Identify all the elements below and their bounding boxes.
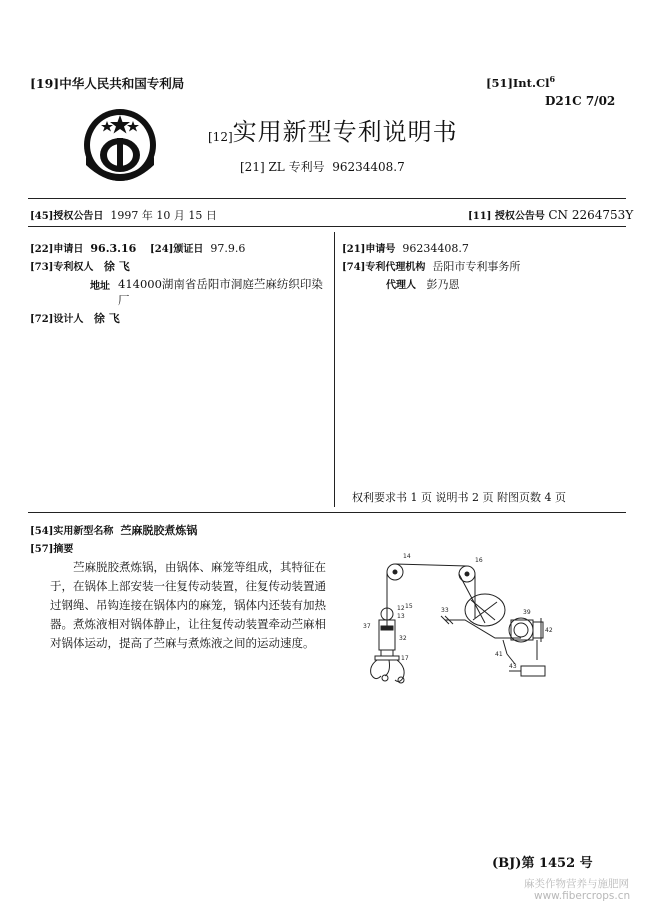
application-date: 96.3.16 xyxy=(90,242,137,255)
patentee-label: [73]专利权人 xyxy=(30,262,94,273)
agency: 岳阳市专利事务所 xyxy=(432,260,521,273)
divider-bottom xyxy=(28,512,626,513)
agency-label: [74]专利代理机构 xyxy=(342,262,426,273)
int-cl-superscript: 6 xyxy=(549,74,556,84)
application-number: 96234408.7 xyxy=(402,242,469,255)
publication-date-row xyxy=(30,207,217,223)
int-cl-label xyxy=(486,74,555,90)
abstract-text: 苎麻脱胶煮炼锅，由锅体、麻笼等组成，其特征在于，在锅体上部安装一往复传动装置，往复传动装置通过钢绳、吊钩连接在锅体内的麻笼，锅体内还装有加热器。煮炼液相对锅体静止，让往复传动装置牵动苎麻相对锅体运动，提高了苎麻与煮炼液之间的运动速度。 xyxy=(50,560,326,650)
drawing-label-15: 15 xyxy=(405,603,413,610)
publication-date: 1997 年 10 月 15 日 xyxy=(110,209,217,222)
drawing-label-16: 16 xyxy=(475,557,483,564)
utility-model-title-row xyxy=(30,522,197,538)
certificate-date-label: [24]颁证日 xyxy=(150,244,204,255)
drawing-label-37: 37 xyxy=(363,623,371,630)
publication-number-row xyxy=(468,207,633,222)
document-type-title: 实用新型专利说明书 xyxy=(232,118,458,146)
certificate-date: 97.9.6 xyxy=(210,242,246,255)
int-cl-code: D21C 7/02 xyxy=(545,94,616,108)
document-type-code: [12] xyxy=(208,130,233,144)
certificate-date-row xyxy=(150,240,245,255)
drawing-label-42: 42 xyxy=(545,627,553,634)
designer: 徐 飞 xyxy=(93,312,120,325)
application-number-label: [21]申请号 xyxy=(342,244,396,255)
drawing-label-17: 17 xyxy=(401,655,409,662)
publication-date-label: [45]授权公告日 xyxy=(30,211,104,222)
drawing-label-43: 43 xyxy=(509,663,517,670)
agent-label: 代理人 xyxy=(386,280,416,291)
patentee: 徐 飞 xyxy=(103,260,130,273)
patent-number-row xyxy=(240,158,405,175)
footer-code: (BJ)第 1452 号 xyxy=(492,856,593,871)
application-number-row xyxy=(342,240,469,255)
divider-meta xyxy=(28,226,626,227)
divider-top xyxy=(28,198,626,199)
watermark-line-2: www.fibercrops.cn xyxy=(534,890,631,902)
patent-office-name: [19]中华人民共和国专利局 xyxy=(30,76,185,91)
address-line-1: 414000湖南省岳阳市洞庭苎麻纺织印染 xyxy=(118,277,323,291)
drawing-label-39: 39 xyxy=(523,609,531,616)
abstract-label: [57]摘要 xyxy=(30,544,74,555)
patent-office-emblem-icon xyxy=(80,105,160,185)
publication-number-label: [11] 授权公告号 xyxy=(468,211,545,222)
patentee-row xyxy=(30,258,130,274)
address-line-2: 厂 xyxy=(118,293,130,307)
document-type xyxy=(208,112,458,147)
patent-number: 96234408.7 xyxy=(332,160,405,174)
drawing-label-14: 14 xyxy=(403,553,411,560)
abstract-drawing xyxy=(345,548,575,698)
drawing-label-12: 12 xyxy=(397,605,405,612)
patent-number-label: [21] ZL 专利号 xyxy=(240,160,325,174)
watermark-line-1: 麻类作物营养与施肥网 xyxy=(524,878,629,890)
page-counts: 权利要求书 1 页 说明书 2 页 附图页数 4 页 xyxy=(352,491,566,504)
column-divider xyxy=(334,232,335,507)
int-cl-label-text: [51]Int.Cl xyxy=(486,75,550,90)
utility-model-title: 苎麻脱胶煮炼锅 xyxy=(120,524,198,537)
drawing-label-13: 13 xyxy=(397,613,405,620)
agency-row xyxy=(342,258,520,274)
address-label: 地址 xyxy=(90,281,110,292)
utility-model-title-label: [54]实用新型名称 xyxy=(30,526,114,537)
application-date-label: [22]申请日 xyxy=(30,244,84,255)
drawing-label-33: 33 xyxy=(441,607,449,614)
designer-label: [72]设计人 xyxy=(30,314,84,325)
drawing-label-32: 32 xyxy=(399,635,407,642)
agent-row xyxy=(386,276,460,292)
agent: 彭乃恩 xyxy=(426,278,460,291)
publication-number: CN 2264753Y xyxy=(548,208,634,222)
designer-row xyxy=(30,310,120,326)
drawing-label-41: 41 xyxy=(495,651,503,658)
application-date-row xyxy=(30,240,136,255)
